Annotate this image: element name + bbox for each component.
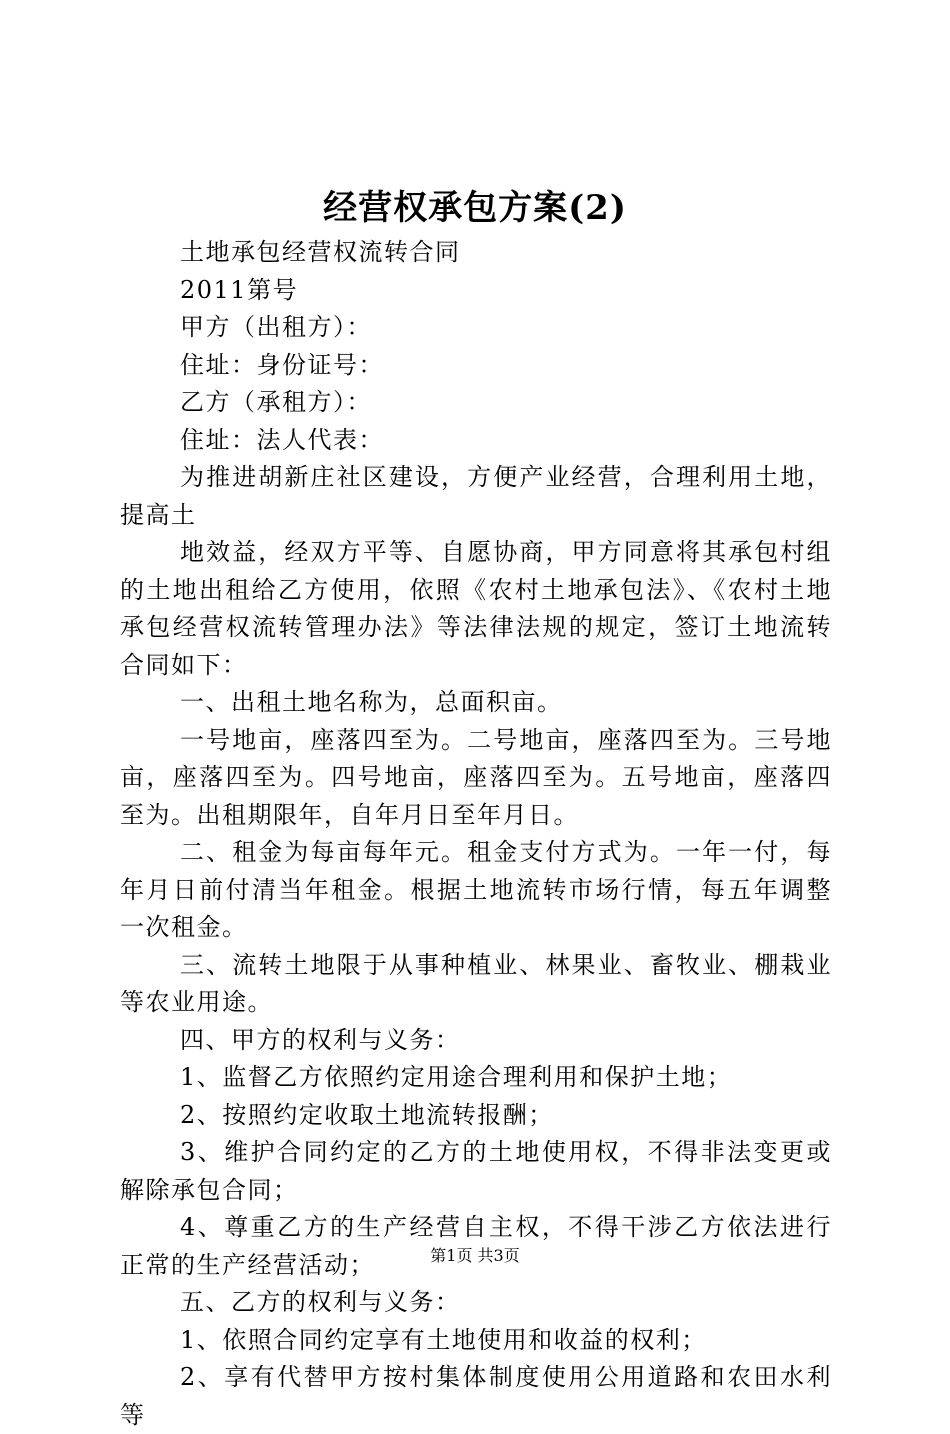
- list-item: 4、尊重乙方的生产经营自主权，不得干涉乙方依法进行正常的生产经营活动；: [120, 1213, 832, 1279]
- clause-heading: 五、乙方的权利与义务：: [180, 1288, 461, 1316]
- list-item: 2、享有代替甲方按村集体制度使用公用道路和农田水利等: [120, 1363, 832, 1429]
- document-title: 经营权承包方案(2): [323, 188, 627, 228]
- list-item: 1、监督乙方依照约定用途合理利用和保护土地；: [180, 1063, 733, 1091]
- contract-number: 2011第号: [180, 275, 299, 304]
- list-item: 1、依照合同约定享有土地使用和收益的权利；: [180, 1325, 707, 1354]
- clause-heading: 四、甲方的权利与义务：: [180, 1025, 461, 1054]
- clause-paragraph: 二、租金为每亩每年元。租金支付方式为。一年一付，每年月日前付清当年租金。根据土地流转市场行情，每五年调整一次租金。: [120, 838, 832, 941]
- paragraph: 为推进胡新庄社区建设，方便产业经营，合理利用土地，提高土: [120, 463, 832, 529]
- party-a-address-line: 住址：身份证号：: [180, 350, 384, 379]
- list-item: 2、按照约定收取土地流转报酬；: [180, 1100, 554, 1129]
- paragraph: 一号地亩，座落四至为。二号地亩，座落四至为。三号地亩，座落四至为。四号地亩，座落四至为。五号地亩，座落四至为。出租期限年，自年月日至年月日。: [120, 725, 832, 829]
- party-a-line: 甲方（出租方）：: [180, 313, 372, 341]
- page-footer: 第1页 共3页: [430, 1246, 520, 1265]
- contract-heading: 土地承包经营权流转合同: [180, 238, 461, 266]
- clause-heading: 一、出租土地名称为，总面积亩。: [180, 688, 563, 716]
- paragraph: 地效益，经双方平等、自愿协商，甲方同意将其承包村组的土地出租给乙方使用，依照《农村土地承包法》、《农村土地承包经营权流转管理办法》等法律法规的规定，签订土地流转合同如下：: [120, 538, 832, 679]
- list-item: 3、维护合同约定的乙方的土地使用权，不得非法变更或解除承包合同；: [120, 1138, 832, 1204]
- party-b-line: 乙方（承租方）：: [180, 388, 372, 416]
- party-b-address-line: 住址：法人代表：: [180, 425, 384, 454]
- clause-paragraph: 三、流转土地限于从事种植业、林果业、畜牧业、棚栽业等农业用途。: [120, 950, 832, 1016]
